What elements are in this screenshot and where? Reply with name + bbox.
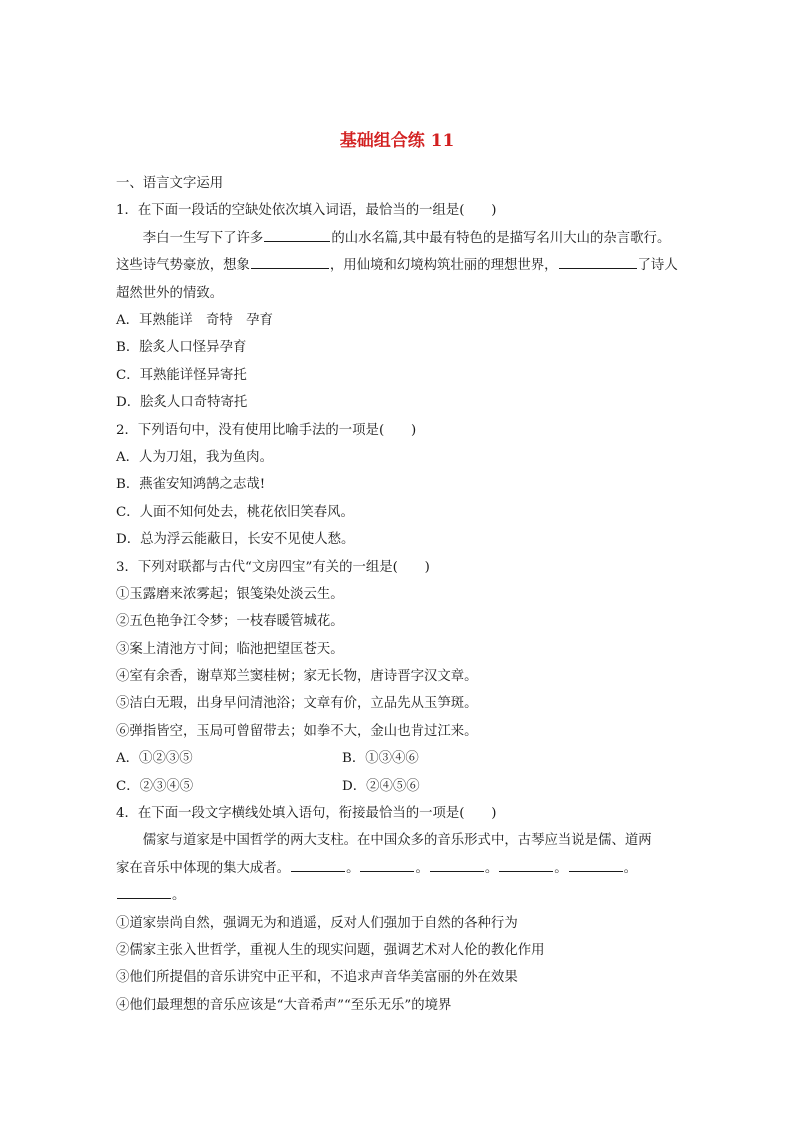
option-d[interactable]: D．②④⑤⑥ <box>342 778 420 794</box>
question-1-stem: 1．在下面一段话的空缺处依次填入词语，最恰当的一组是( ) <box>116 203 497 219</box>
options-row <box>116 773 706 800</box>
options-row <box>116 745 706 772</box>
question-2-stem: 2．下列语句中，没有使用比喻手法的一项是( ) <box>116 422 417 438</box>
fill-blank[interactable] <box>264 227 330 242</box>
section-heading: 一、语言文字运用 <box>116 176 224 191</box>
passage-text: 李白一生写下了许多 <box>142 230 264 246</box>
option-b[interactable]: B．①③④⑥ <box>342 751 419 767</box>
couplet-item: ⑤洁白无瑕，出身早问清池浴；文章有价，立品先从玉笋斑。 <box>116 696 478 712</box>
option-a[interactable]: A．①②③⑤ <box>116 751 193 767</box>
passage-text: 了诗人 <box>637 258 678 274</box>
fill-blank[interactable] <box>360 857 414 872</box>
fill-blank[interactable] <box>251 254 329 269</box>
fill-blank[interactable] <box>117 884 171 899</box>
option-b[interactable]: B．燕雀安知鸿鹄之志哉! <box>116 477 266 493</box>
question-4-passage-cont <box>116 855 706 882</box>
separator: 。 <box>554 860 568 876</box>
passage-text: 的山水名篇,其中最有特色的是描写名川大山的杂言歌行。 <box>331 230 671 246</box>
question-3-stem: 3．下列对联都与古代“文房四宝”有关的一组是( ) <box>116 559 430 575</box>
sentence-item: ②儒家主张入世哲学，重视人生的现实问题，强调艺术对人伦的教化作用 <box>116 943 545 958</box>
separator: 。 <box>484 860 499 876</box>
option-d[interactable]: D．脍炙人口奇特寄托 <box>116 395 248 411</box>
question-4-passage-end <box>116 882 706 909</box>
passage-text: 这些诗气势豪放，想象 <box>116 258 250 274</box>
fill-blank[interactable] <box>569 857 623 872</box>
separator: 。 <box>623 860 638 876</box>
separator: 。 <box>346 860 360 876</box>
couplet-item: ①玉露磨来浓雾起；银笺染处淡云生。 <box>116 586 344 602</box>
separator: 。 <box>172 888 186 904</box>
separator: 。 <box>415 860 429 876</box>
couplet-item: ⑥弹指皆空，玉局可曾留带去；如拳不大，金山也肯过江来。 <box>116 723 478 739</box>
sentence-item: ①道家崇尚自然，强调无为和逍遥，反对人们强加于自然的各种行为 <box>116 915 518 931</box>
document-body <box>116 170 706 1019</box>
option-a[interactable]: A．耳熟能详 奇特 孕育 <box>116 312 273 328</box>
option-c[interactable]: C．人面不知何处去，桃花依旧笑春风。 <box>116 504 354 520</box>
passage-text: ，用仙境和幻境构筑壮丽的理想世界， <box>329 258 558 274</box>
option-b[interactable]: B．脍炙人口怪异孕育 <box>116 340 247 356</box>
couplet-item: ②五色艳争江令梦；一枝春暖管城花。 <box>116 614 344 630</box>
option-d[interactable]: D．总为浮云能蔽日，长安不见使人愁。 <box>116 532 355 548</box>
fill-blank[interactable] <box>291 857 345 872</box>
question-4-passage: 儒家与道家是中国哲学的两大支柱。在中国众多的音乐形式中，古琴应当说是儒、道两 <box>142 833 652 849</box>
question-4-stem: 4．在下面一段文字横线处填入语句，衔接最恰当的一项是( ) <box>116 806 497 822</box>
fill-blank[interactable] <box>499 857 553 872</box>
question-1-passage-end: 超然世外的情致。 <box>116 285 224 301</box>
couplet-item: ④室有余香，谢草郑兰窦桂树；家无长物，唐诗晋字汉文章。 <box>116 669 478 685</box>
sentence-item: ④他们最理想的音乐应该是“大音希声”“至乐无乐”的境界 <box>116 997 452 1013</box>
couplet-item: ③案上清池方寸间；临池把望匡苍天。 <box>116 641 344 657</box>
fill-blank[interactable] <box>559 254 637 269</box>
sentence-item: ③他们所提倡的音乐讲究中正平和，不追求声音华美富丽的外在效果 <box>116 970 518 986</box>
passage-text: 家在音乐中体现的集大成者。 <box>116 860 291 876</box>
option-c[interactable]: C．耳熟能详怪异寄托 <box>116 367 247 383</box>
question-1-passage-cont <box>116 252 706 279</box>
option-c[interactable]: C．②③④⑤ <box>116 778 194 794</box>
fill-blank[interactable] <box>430 857 484 872</box>
question-1-passage <box>116 225 706 252</box>
page-title: 基础组合练 11 <box>339 131 455 151</box>
option-a[interactable]: A．人为刀俎，我为鱼肉。 <box>116 449 273 465</box>
